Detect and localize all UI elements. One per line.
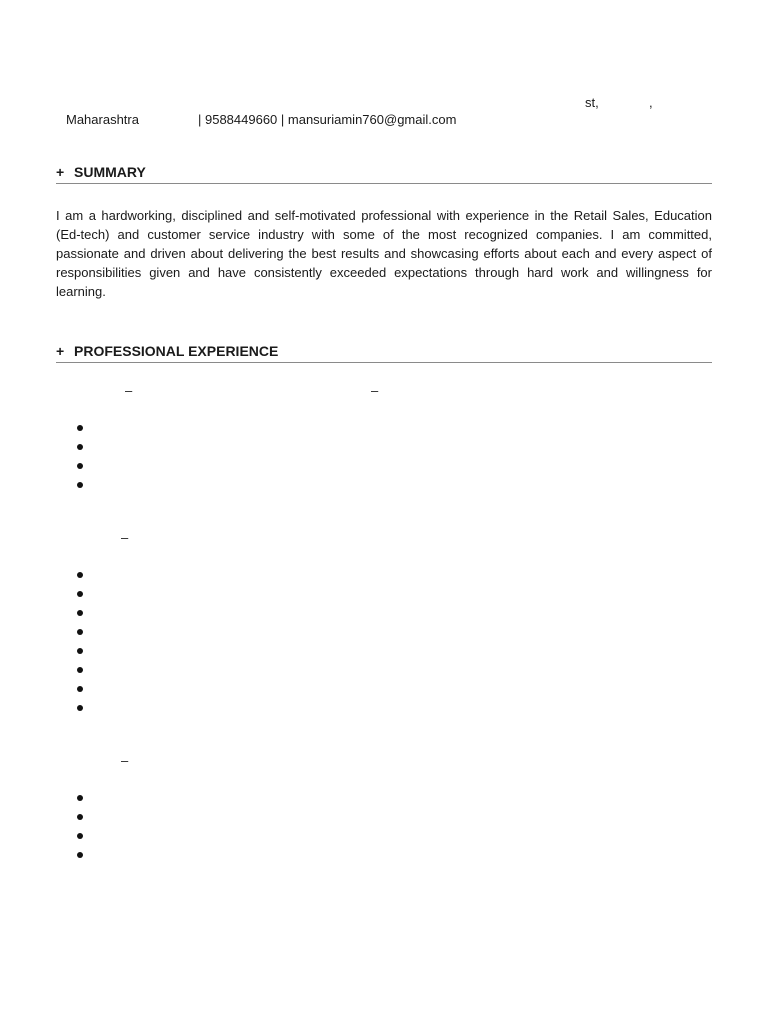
bullet-icon [76,591,84,599]
bullet-icon [76,629,84,637]
job2-title-dash: – [121,530,129,545]
plus-icon: + [56,164,65,180]
experience-heading-text: PROFESSIONAL EXPERIENCE [74,343,279,359]
bullet-icon [76,463,84,471]
bullet-icon [76,686,84,694]
address-comma: , [649,95,653,110]
contact-info: | 9588449660 | mansuriamin760@gmail.com [198,112,457,127]
bullet-icon [76,482,84,490]
bullet-icon [76,667,84,675]
summary-heading-text: SUMMARY [74,164,146,180]
bullet-icon [76,648,84,656]
address-fragment: st, [585,95,599,110]
bullet-icon [76,852,84,860]
summary-paragraph: I am a hardworking, disciplined and self-motivated professional with experience in the Retail Sales, Education (Ed-tech) and customer service industry with some of the most recognized companies. I am committed, passionate and driven about delivering the best results and showcasing efforts about each and every aspect of responsibilities given and have consistently exceeded expectations through hard work and willingness for learning. [56,208,712,299]
summary-heading [56,164,712,184]
bullet-icon [76,610,84,618]
job3-title-dash: – [121,753,129,768]
bullet-icon [76,444,84,452]
location-text: Maharashtra [66,112,139,127]
bullet-icon [76,705,84,713]
bullet-icon [76,795,84,803]
plus-icon: + [56,343,65,359]
bullet-icon [76,833,84,841]
experience-heading [56,343,712,363]
job1-title-dash: – [125,383,133,398]
bullet-icon [76,572,84,580]
bullet-icon [76,425,84,433]
bullet-icon [76,814,84,822]
job1-date-dash: – [371,383,379,398]
